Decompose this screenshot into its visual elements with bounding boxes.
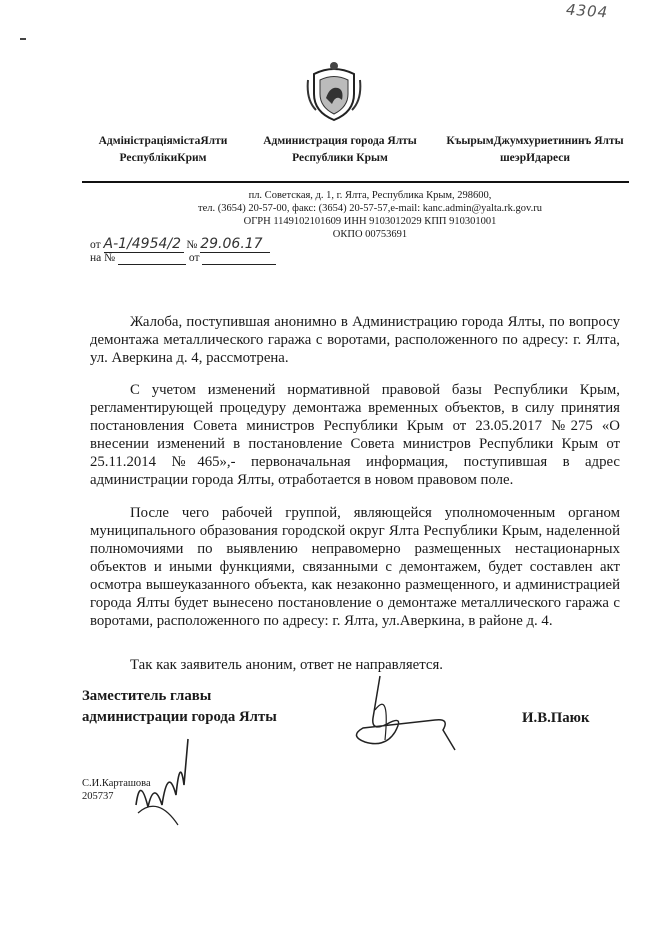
header-crimean-tatar: КъырымДжумхуриетининъ Ялты шеэрИдареси	[446, 135, 624, 164]
contacts-line: тел. (3654) 20-57-00, факс: (3654) 20-57-57,e-mail: kanc.admin@yalta.rk.gov.ru	[198, 203, 542, 214]
paragraph-complaint: Жалоба, поступившая анонимно в Администрацию города Ялты, по вопросу демонтажа металлического гаража с воротами, расположенного по адресу: г. Ялта, ул. Аверкина д. 4, рассмотрена.	[90, 314, 620, 366]
paragraph-legal-basis: С учетом изменений нормативной правовой базы Республики Крым, регламентирующей процедуру демонтажа временных объектов, в силу принятия постановления Совета министров Республики Крым от 23.05.2017 №275 «О внесении изменений в постановление Совета министров Республики Крым от 25.11.2014 №465»,- первоначальная информация, поступившая в адрес администрации города Ялты, отработается в новом правовом поле.	[90, 382, 620, 488]
executor-name: С.И.Карташова	[82, 778, 151, 789]
outgoing-reference	[90, 236, 270, 253]
paragraph-no-reply: Так как заявитель аноним, ответ не направляется.	[130, 657, 443, 673]
executor-info	[82, 777, 151, 803]
header-ukrainian: АдміністраціямістаЯлти РеспублікиКрим	[98, 135, 228, 164]
from-label: от	[90, 239, 101, 251]
incoming-reference	[90, 252, 276, 265]
incoming-date-blank	[202, 252, 276, 265]
address-line: пл. Советская, д. 1, г. Ялта, Республика Крым, 298600,	[248, 190, 492, 201]
in-reply-label: на №	[90, 252, 116, 264]
header-divider	[82, 181, 629, 183]
signatory-title	[82, 686, 277, 728]
signatory-name: И.В.Паюк	[522, 710, 590, 726]
registration-line: ОГРН 1149102101609 ИНН 9103012029 КПП 910301001	[243, 216, 497, 227]
number-sign: №	[186, 239, 198, 251]
outgoing-number: А-1/4954/2	[104, 236, 184, 253]
coat-of-arms-emblem	[306, 60, 362, 122]
address-block	[160, 189, 580, 241]
margin-mark	[20, 38, 26, 40]
paragraph-working-group: После чего рабочей группой, являющейся уполномоченным органом муниципального образования городской округ Ялта Республики Крым, наделенной полномочиями по выявлению неправомерно размещенных нестационарных объектов и иными функциями, связанными с демонтажем, будет составлен акт осмотра вышеуказанного объекта, как незаконно размещенного, и администрацией города Ялты будет вынесено постановление о демонтаже металлического гаража с воротами, расположенного по адресу: г. Ялта, ул.Аверкина, в районе д. 4.	[90, 505, 620, 629]
header-russian: Администрация города Ялты Республики Крым	[263, 135, 417, 164]
from-label-2: от	[188, 252, 200, 264]
signatory-title-line1: Заместитель главы	[82, 688, 212, 704]
executor-phone: 205737	[82, 791, 114, 802]
handwritten-signature	[335, 670, 465, 760]
handwritten-corner-note: 4304	[565, 0, 609, 22]
outgoing-date: 29.06.17	[200, 236, 270, 253]
signatory-title-line2: администрации города Ялты	[82, 709, 277, 725]
okpo-line: ОКПО 00753691	[332, 229, 408, 240]
incoming-number-blank	[118, 252, 186, 265]
